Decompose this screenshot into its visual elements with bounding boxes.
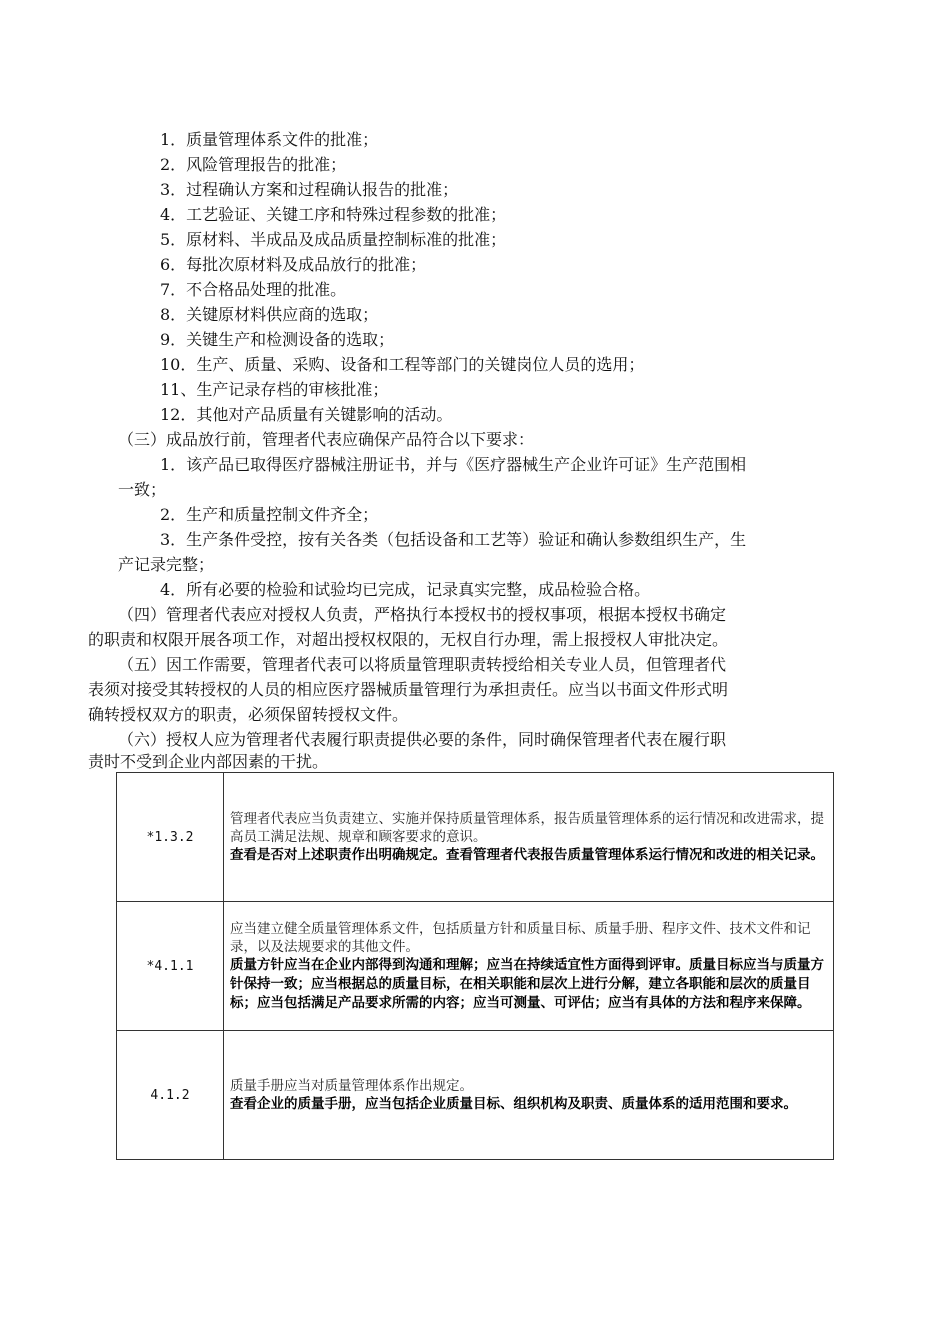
- item-code: *4.1.1: [117, 902, 224, 1031]
- inspection-table: [116, 772, 834, 1160]
- paragraph-line: 确转授权双方的职责，必须保留转授权文件。: [88, 705, 409, 724]
- table-row: [117, 773, 834, 902]
- section-paragraph: （五）因工作需要，管理者代表可以将质量管理职责转授给相关专业人员，但管理者代: [118, 655, 727, 674]
- check-method-text: 查看是否对上述职责作出明确规定。查看管理者代表报告质量管理体系运行情况和改进的相关记录。: [230, 846, 824, 863]
- paragraph-line: 8．关键原材料供应商的选取；: [160, 305, 379, 324]
- paragraph-line: 9．关键生产和检测设备的选取；: [160, 330, 395, 349]
- item-content: [224, 773, 834, 902]
- paragraph-line: 的职责和权限开展各项工作，对超出授权权限的，无权自行办理，需上报授权人审批决定。: [88, 630, 729, 649]
- paragraph-line: 1．该产品已取得医疗器械注册证书，并与《医疗器械生产企业许可证》生产范围相: [160, 455, 747, 474]
- check-method-text: 质量方针应当在企业内部得到沟通和理解；应当在持续适宜性方面得到评审。质量目标应当与质量方针保持一致；应当根据总的质量目标，在相关职能和层次上进行分解，建立各职能和层次的质量目标；应当包括满足产品要求所需的内容；应当可测量、可评估；应当有具体的方法和程序来保障。: [230, 956, 824, 1011]
- section-paragraph: （四）管理者代表应对授权人负责，严格执行本授权书的授权事项，根据本授权书确定: [118, 605, 727, 624]
- paragraph-line: 4．所有必要的检验和试验均已完成，记录真实完整，成品检验合格。: [160, 580, 651, 599]
- paragraph-line: 4．工艺验证、关键工序和特殊过程参数的批准；: [160, 205, 507, 224]
- paragraph-line: 责时不受到企业内部因素的干扰。: [88, 752, 329, 771]
- paragraph-line: 11、生产记录存档的审核批准；: [160, 380, 389, 399]
- paragraph-line: 2．生产和质量控制文件齐全；: [160, 505, 379, 524]
- item-content: [224, 1031, 834, 1160]
- requirement-text: 质量手册应当对质量管理体系作出规定。: [230, 1077, 473, 1094]
- paragraph-line: 产记录完整；: [118, 555, 215, 574]
- requirement-text: 应当建立健全质量管理体系文件，包括质量方针和质量目标、质量手册、程序文件、技术文件和记录，以及法规要求的其他文件。: [230, 920, 811, 955]
- check-method-text: 查看企业的质量手册，应当包括企业质量目标、组织机构及职责、质量体系的适用范围和要求。: [230, 1095, 797, 1112]
- section-heading: （三）成品放行前，管理者代表应确保产品符合以下要求：: [118, 430, 535, 449]
- paragraph-line: 1．质量管理体系文件的批准；: [160, 130, 379, 149]
- item-content: [224, 902, 834, 1031]
- section-paragraph: （六）授权人应为管理者代表履行职责提供必要的条件，同时确保管理者代表在履行职: [118, 730, 727, 749]
- paragraph-line: 2．风险管理报告的批准；: [160, 155, 347, 174]
- paragraph-line: 5．原材料、半成品及成品质量控制标准的批准；: [160, 230, 507, 249]
- requirement-text: 管理者代表应当负责建立、实施并保持质量管理体系，报告质量管理体系的运行情况和改进需求，提高员工满足法规、规章和顾客要求的意识。: [230, 810, 824, 845]
- paragraph-line: 6．每批次原材料及成品放行的批准；: [160, 255, 427, 274]
- paragraph-line: 7．不合格品处理的批准。: [160, 280, 347, 299]
- paragraph-line: 一致；: [118, 480, 167, 499]
- paragraph-line: 表须对接受其转授权的人员的相应医疗器械质量管理行为承担责任。应当以书面文件形式明: [88, 680, 729, 699]
- paragraph-line: 3．生产条件受控，按有关各类（包括设备和工艺等）验证和确认参数组织生产，生: [160, 530, 747, 549]
- paragraph-line: 3．过程确认方案和过程确认报告的批准；: [160, 180, 459, 199]
- table-row: [117, 902, 834, 1031]
- paragraph-line: 10．生产、质量、采购、设备和工程等部门的关键岗位人员的选用；: [160, 355, 645, 374]
- item-code: 4.1.2: [117, 1031, 224, 1160]
- paragraph-line: 12．其他对产品质量有关键影响的活动。: [160, 405, 453, 424]
- table-row: [117, 1031, 834, 1160]
- item-code: *1.3.2: [117, 773, 224, 902]
